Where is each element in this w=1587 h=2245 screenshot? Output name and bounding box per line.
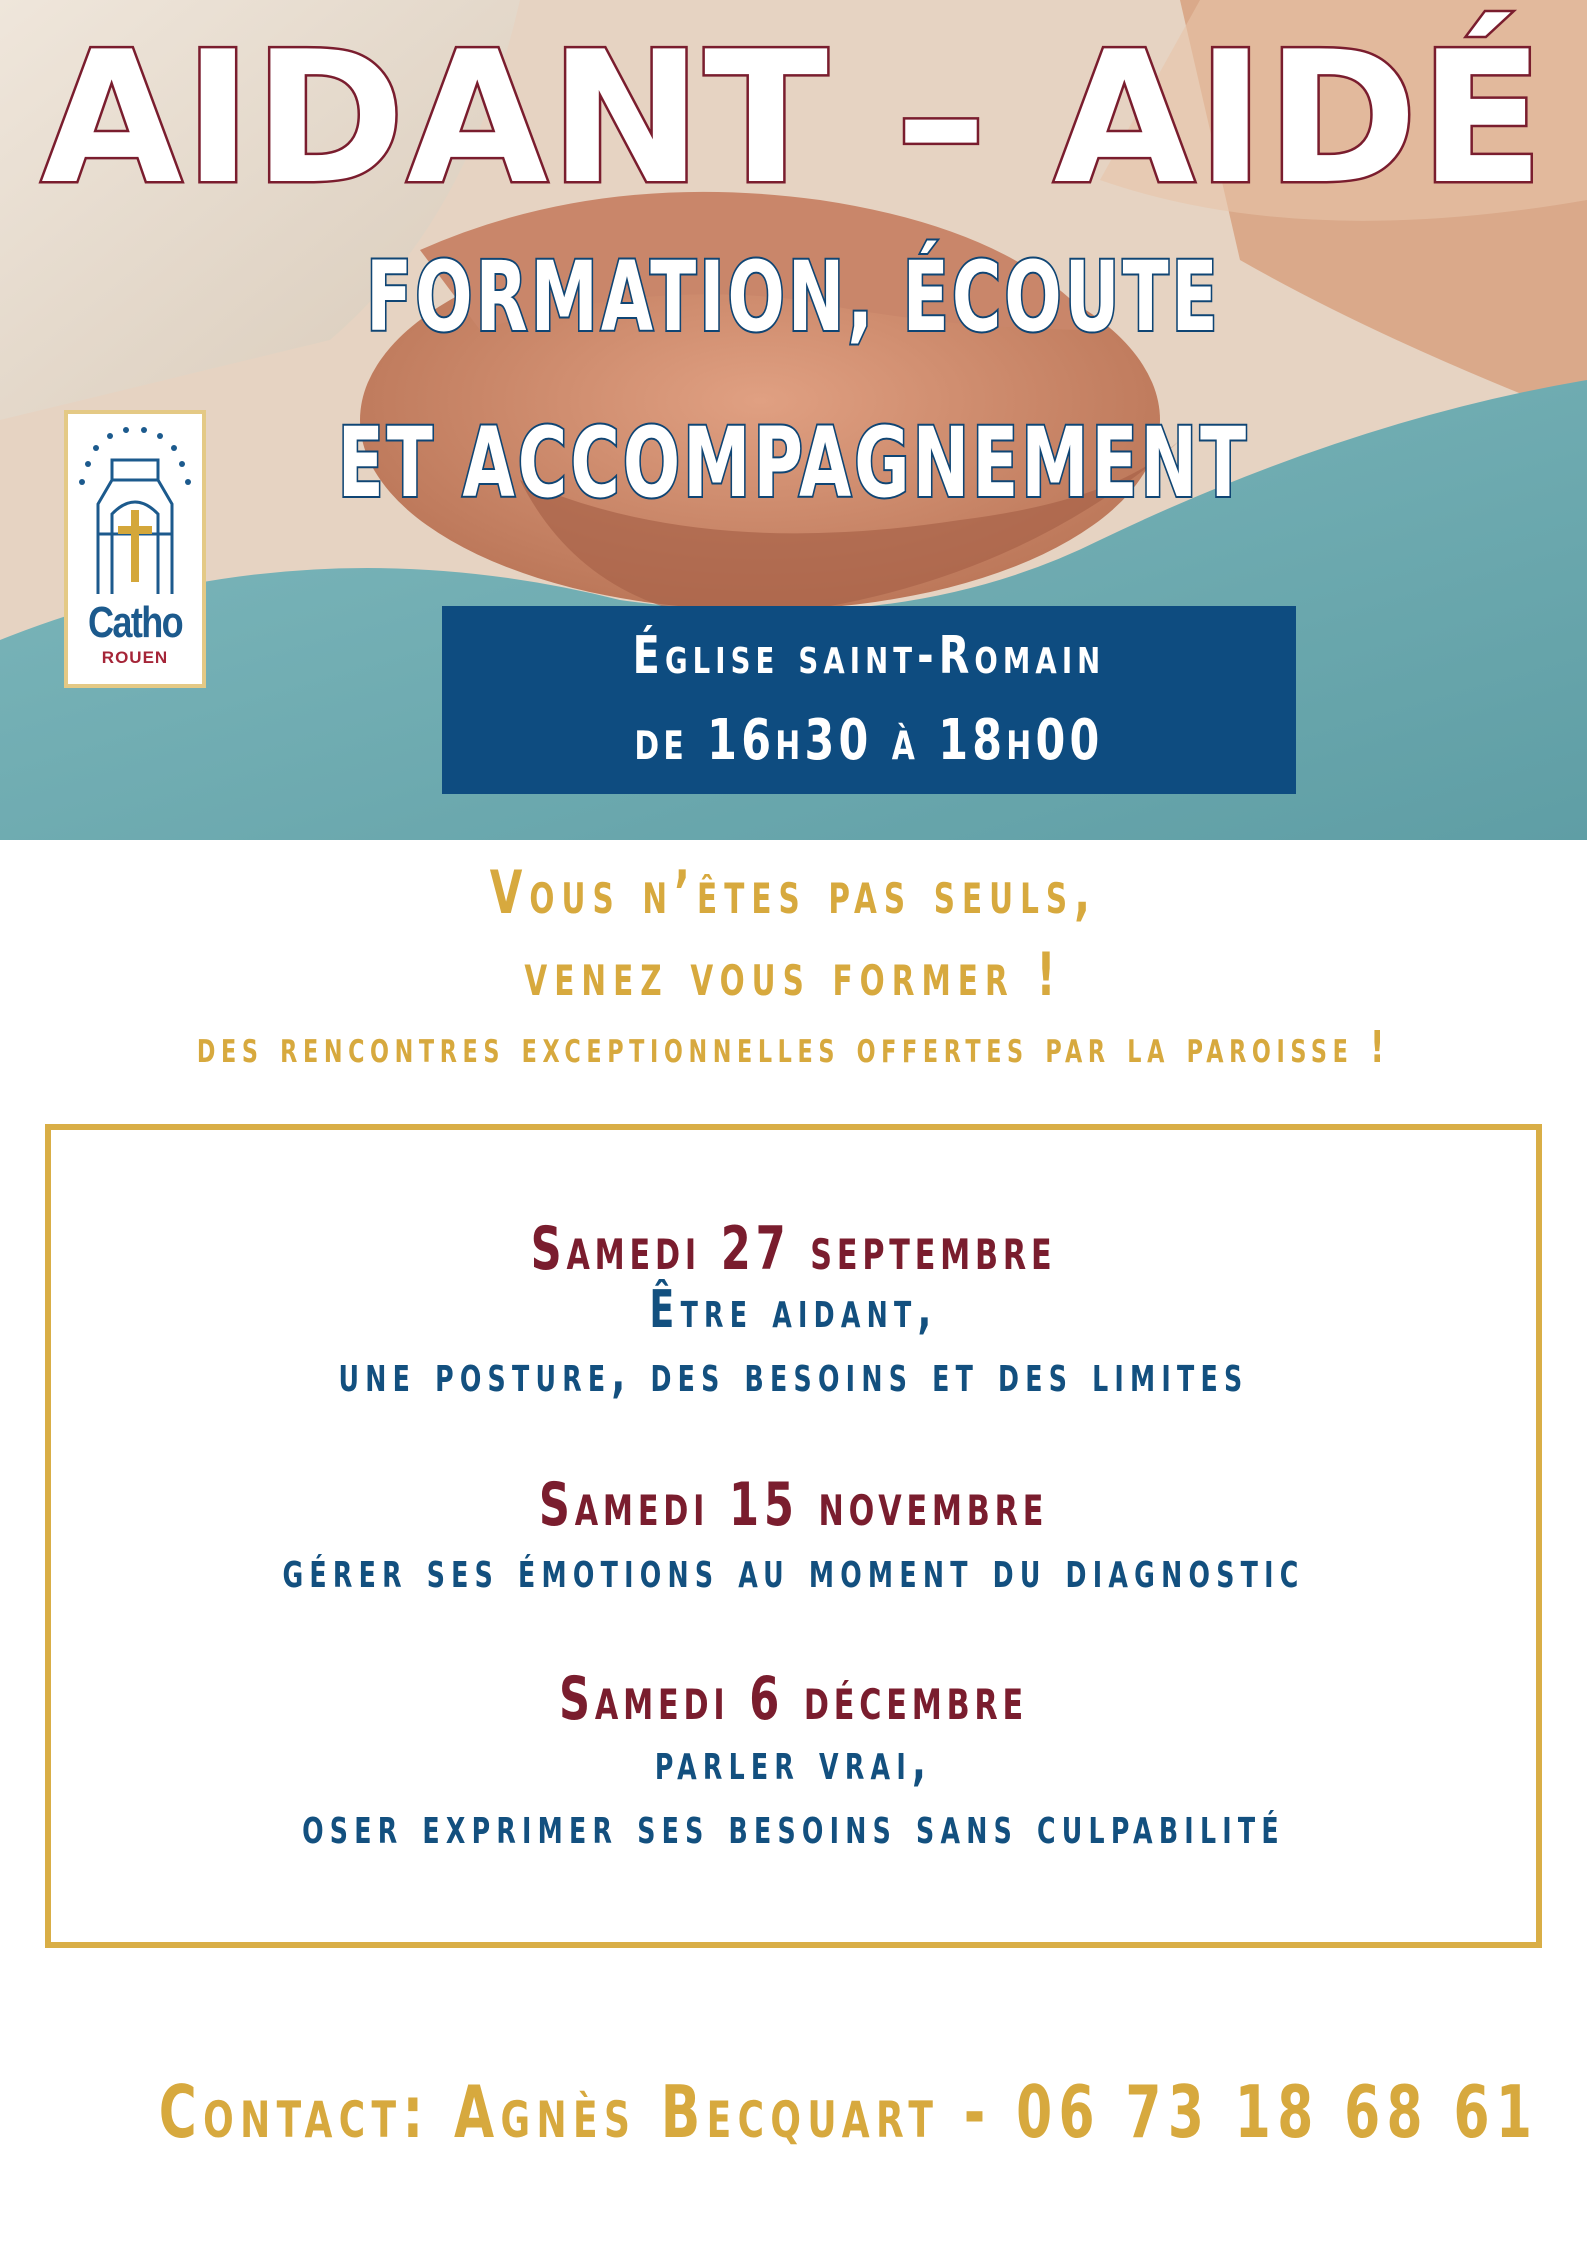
session-date: Samedi 15 novembre xyxy=(538,1470,1049,1540)
program-box xyxy=(45,1124,1542,1948)
logo-name: Catho xyxy=(87,598,183,647)
hero-banner xyxy=(0,0,1587,840)
venue-hours: de 16h30 à 18h00 xyxy=(634,708,1104,773)
intro-line3: des rencontres exceptionnelles offertes par la paroisse ! xyxy=(196,1022,1391,1073)
event-subtitle-line2: ET ACCOMPAGNEMENT xyxy=(337,407,1250,519)
session-date: Samedi 27 septembre xyxy=(530,1214,1057,1284)
session-topic: gérer ses émotions au moment du diagnostic xyxy=(282,1540,1305,1600)
event-subtitle-line1: FORMATION, ÉCOUTE xyxy=(366,241,1221,353)
contact-line: Contact: Agnès Becquart - 06 73 18 68 61 xyxy=(158,2070,1539,2154)
session-topic: oser exprimer ses besoins sans culpabilité xyxy=(302,1796,1285,1856)
catho-rouen-logo xyxy=(64,410,206,688)
event-title: AIDANT – AIDÉ xyxy=(41,12,1546,224)
intro-line2: venez vous former ! xyxy=(524,940,1063,1010)
intro-line1: Vous n’êtes pas seuls, xyxy=(489,858,1098,928)
session-date: Samedi 6 décembre xyxy=(559,1664,1028,1734)
logo-city: ROUEN xyxy=(101,648,169,667)
venue-name: Église saint-Romain xyxy=(632,626,1106,686)
venue-box xyxy=(442,606,1296,794)
session-topic: parler vrai, xyxy=(654,1732,933,1792)
session-topic: Être aidant, xyxy=(649,1280,938,1340)
session-topic: une posture, des besoins et des limites xyxy=(338,1344,1249,1404)
